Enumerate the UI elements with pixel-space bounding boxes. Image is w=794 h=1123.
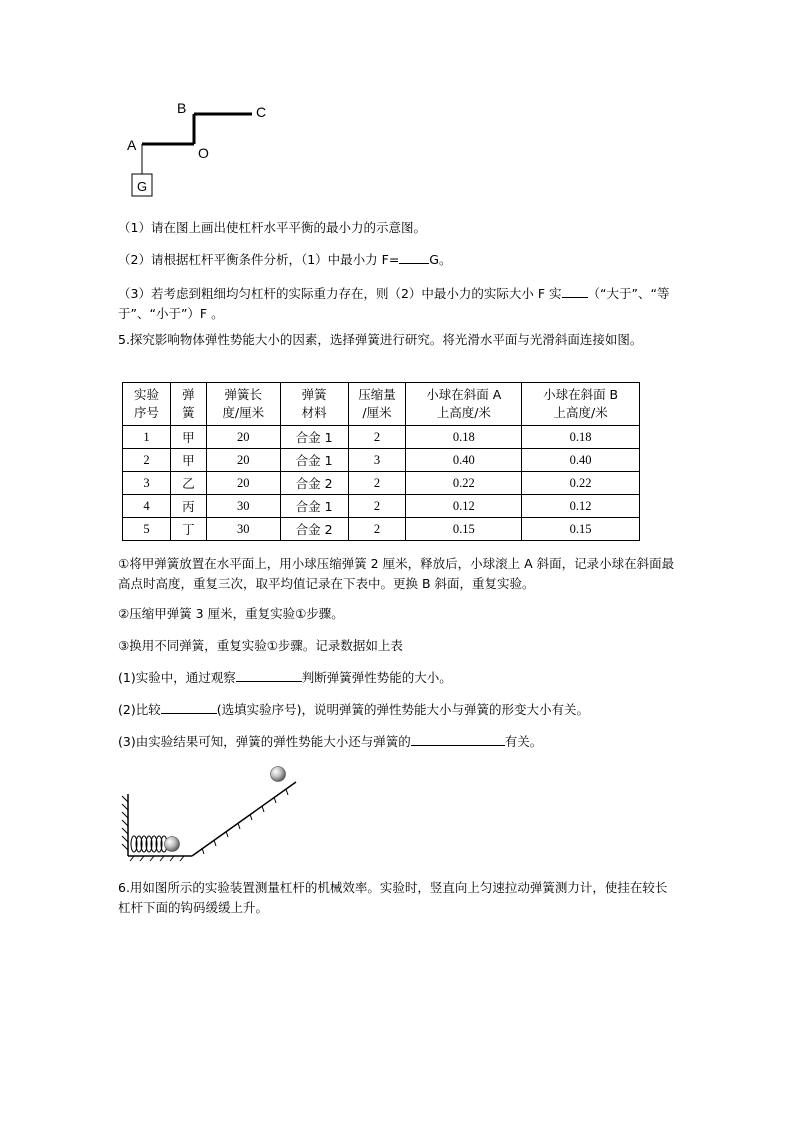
q4-part1: （1）请在图上画出使杠杆水平平衡的最小力的示意图。 [118, 220, 426, 235]
spring-ramp-diagram [118, 760, 308, 862]
table-row: 3 乙 20 合金 2 2 0.22 0.22 [123, 472, 640, 495]
table-row: 1 甲 20 合金 1 2 0.18 0.18 [123, 426, 640, 449]
header-length: 弹簧长 度/厘米 [206, 383, 280, 426]
answer-blank-factor[interactable] [411, 733, 505, 746]
ball-bottom [165, 837, 180, 852]
header-trial: 实验 序号 [123, 383, 171, 426]
spring [131, 836, 167, 852]
q4-part2: （2）请根据杠杆平衡条件分析，（1）中最小力 F= G。 [118, 252, 452, 267]
header-height-a: 小球在斜面 A 上高度/米 [406, 383, 522, 426]
q5-sub2: (2)比较 (选填实验序号)，说明弹簧的弹性势能大小与弹簧的形变大小有关。 [118, 702, 589, 717]
ground [128, 856, 192, 861]
q5-sub3: (3)由实验结果可知，弹簧的弹性势能大小还与弹簧的 有关。 [118, 734, 543, 749]
label-a: A [127, 137, 137, 153]
header-compression: 压缩量 /厘米 [348, 383, 406, 426]
label-c: C [256, 104, 267, 120]
table-row: 5 丁 30 合金 2 2 0.15 0.15 [123, 518, 640, 541]
lever-diagram [118, 96, 278, 200]
table-header-row [123, 383, 640, 426]
wall [122, 794, 128, 856]
ball-top [271, 767, 286, 782]
answer-blank-observe[interactable] [236, 669, 302, 682]
header-material: 弹簧 材料 [280, 383, 348, 426]
label-o: O [198, 145, 209, 161]
table-row: 4 丙 30 合金 1 2 0.12 0.12 [123, 495, 640, 518]
q4-part3: （3）若考虑到粗细均匀杠杆的实际重力存在，则（2）中最小力的实际大小 F 实 （“大于”、“等于”、“小于”）F 。 [118, 286, 670, 321]
q5-intro: 5.探究影响物体弹性势能大小的因素，选择弹簧进行研究。将光滑水平面与光滑斜面连接如图。 [118, 332, 643, 347]
header-spring: 弹 簧 [170, 383, 206, 426]
data-table [122, 382, 640, 541]
answer-blank-ratio[interactable] [399, 251, 429, 264]
label-b: B [177, 100, 187, 116]
answer-blank-compare[interactable] [562, 285, 588, 298]
header-height-b: 小球在斜面 B 上高度/米 [522, 383, 640, 426]
ramp [192, 782, 296, 856]
answer-blank-trials[interactable] [161, 701, 217, 714]
q5-step1: ①将甲弹簧放置在水平面上，用小球压缩弹簧 2 厘米，释放后，小球滚上 A 斜面，记录小球在斜面最 高点时高度，重复三次，取平均值记录在下表中。更换 B 斜面，重复实验。 [118, 556, 675, 591]
q5-step2: ②压缩甲弹簧 3 厘米，重复实验①步骤。 [118, 606, 344, 621]
q5-sub1: (1)实验中，通过观察 判断弹簧弹性势能的大小。 [118, 670, 452, 685]
label-g: G [137, 179, 148, 194]
q6-intro: 6.用如图所示的实验装置测量杠杆的机械效率。实验时，竖直向上匀速拉动弹簧测力计，使挂在较长杠杆下面的钩码缓缓上升。 [118, 880, 668, 915]
q5-step3: ③换用不同弹簧，重复实验①步骤。记录数据如上表 [118, 638, 403, 653]
table-row: 2 甲 20 合金 1 3 0.40 0.40 [123, 449, 640, 472]
